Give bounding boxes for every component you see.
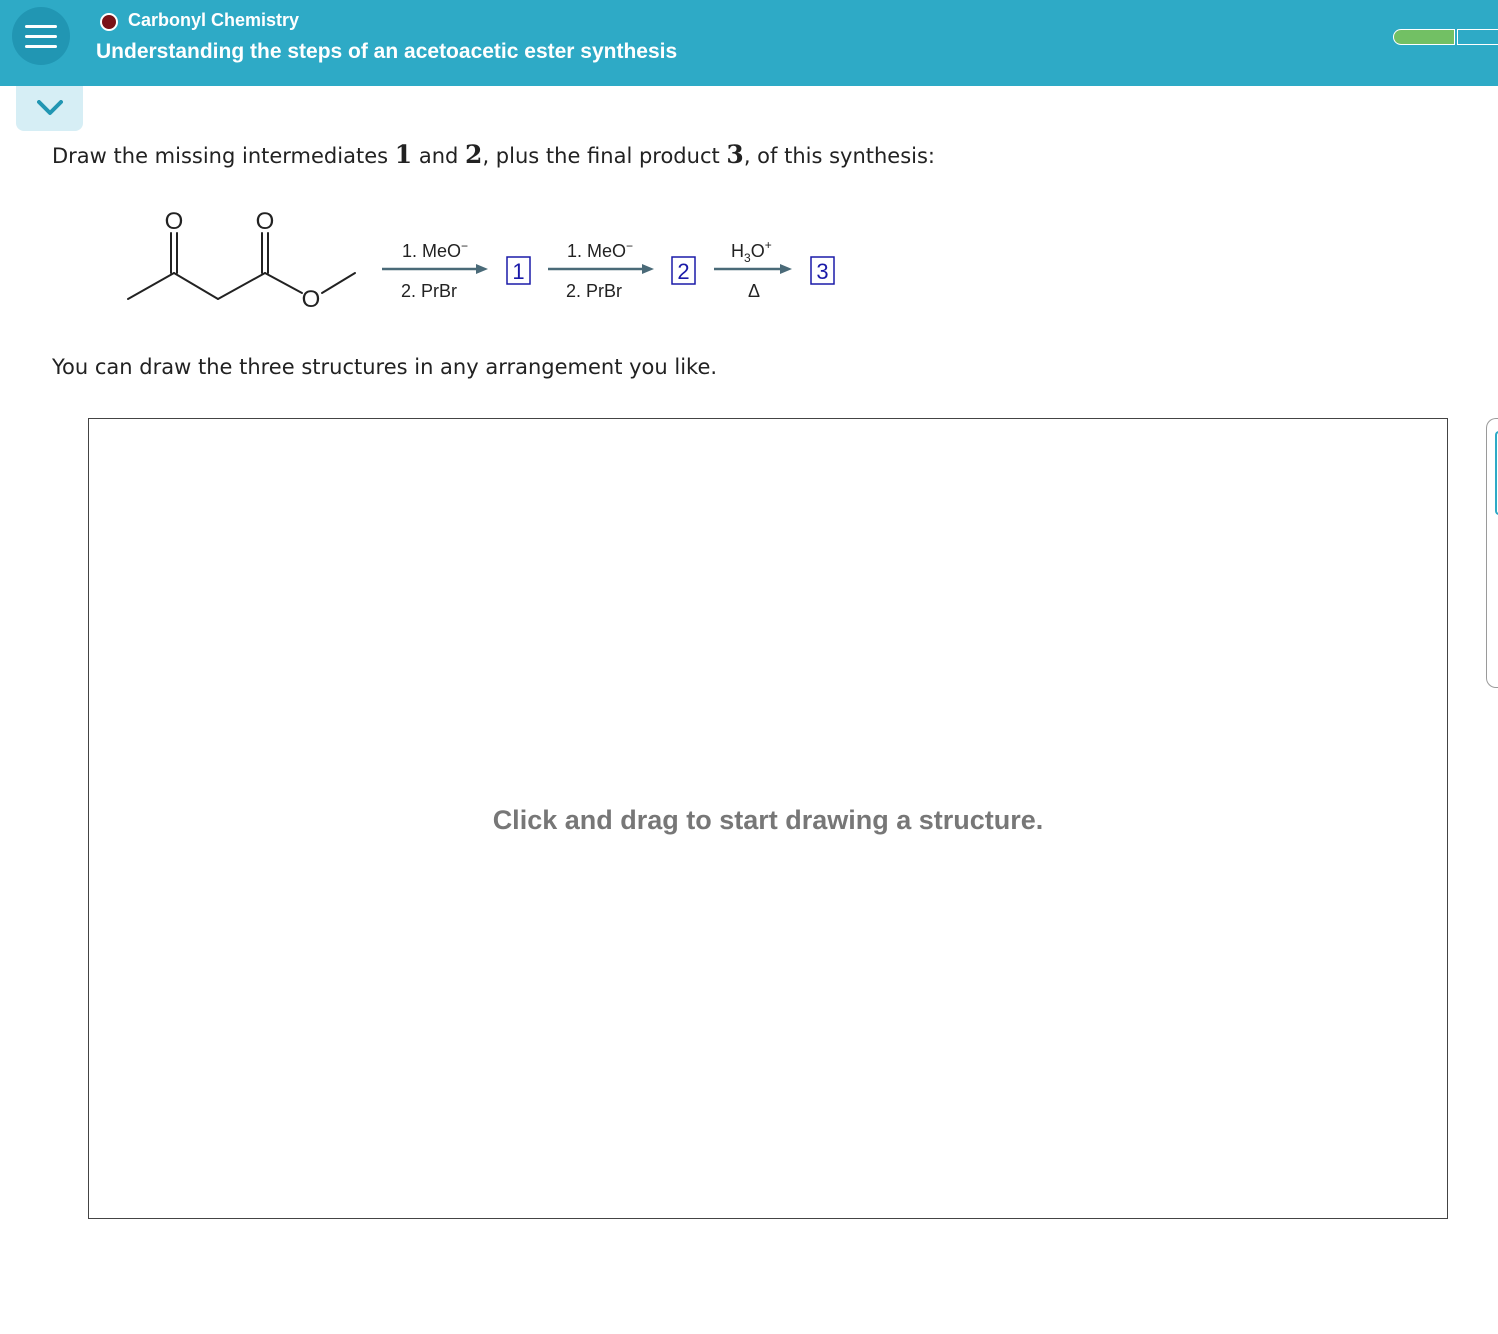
arrangement-note: You can draw the three structures in any arrangement you like. <box>52 355 718 379</box>
product-3-label: 3 <box>816 259 829 284</box>
step1-reagent-bottom: 2. PrBr <box>401 281 458 301</box>
step2-reagent-top: 1. MeO− <box>567 239 634 261</box>
starting-material-structure <box>128 233 355 299</box>
step3-reagent-bottom: Δ <box>747 281 761 301</box>
reaction-scheme <box>110 200 850 320</box>
reaction-arrow <box>714 264 792 274</box>
intermediate-number-2: 2 <box>465 140 483 169</box>
menu-icon <box>25 25 57 28</box>
instruction-text: , plus the final product <box>482 144 720 168</box>
intermediate-2-label: 2 <box>677 259 690 284</box>
carbonyl-oxygen-label: O <box>164 208 184 235</box>
menu-icon-bar <box>25 35 57 38</box>
product-number-3: 3 <box>726 140 744 169</box>
carbonyl-oxygen-label: O <box>255 208 275 235</box>
topic-name: Carbonyl Chemistry <box>128 10 300 30</box>
menu-button[interactable] <box>12 7 70 65</box>
step1-reagent-top: 1. MeO− <box>402 239 469 261</box>
instruction-text: and <box>418 144 459 168</box>
page-title: Understanding the steps of an acetoacetic ester synthesis <box>96 40 678 63</box>
topic-status-dot <box>100 13 118 31</box>
progress-fill <box>1393 29 1455 45</box>
reaction-arrow <box>382 264 488 274</box>
step3-reagent-top: $H_3O^+$ <box>731 238 772 265</box>
intermediate-1-label: 1 <box>512 259 525 284</box>
side-panel-tab[interactable] <box>1486 418 1498 688</box>
instruction-text: , of this synthesis: <box>743 144 936 168</box>
question-instruction <box>52 140 935 169</box>
progress-bar <box>1393 29 1498 45</box>
structure-drawing-canvas[interactable] <box>88 418 1448 1219</box>
top-header <box>0 0 1498 86</box>
step2-reagent-bottom: 2. PrBr <box>566 281 623 301</box>
collapse-toggle-button[interactable] <box>16 86 83 131</box>
menu-icon-bar <box>25 45 57 48</box>
ester-oxygen-label: O <box>301 286 321 313</box>
canvas-hint-text: Click and drag to start drawing a structure. <box>492 805 1044 835</box>
intermediate-number-1: 1 <box>394 140 413 169</box>
reaction-arrow <box>548 264 654 274</box>
chevron-down-icon <box>37 100 63 116</box>
progress-remaining <box>1457 29 1498 45</box>
instruction-text: Draw the missing intermediates <box>52 144 389 168</box>
